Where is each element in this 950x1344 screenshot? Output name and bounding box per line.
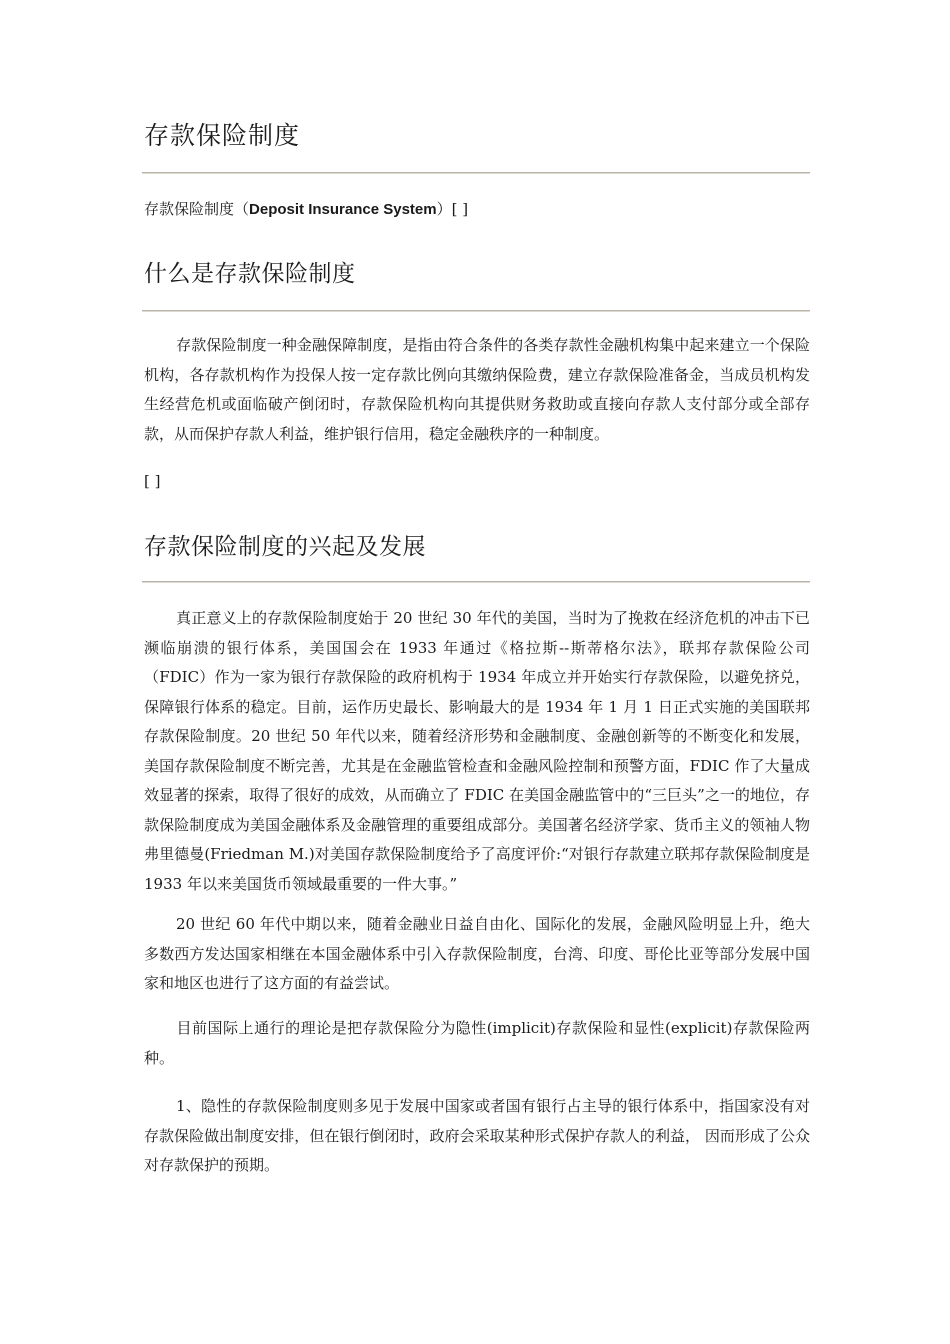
history-paragraph-4-text: 1、隐性的存款保险制度则多见于发展中国家或者国有银行占主导的银行体系中，指国家没有对存款保险做出制度安排，但在银行倒闭时，政府会采取某种形式保护存款人的利益， 因而形成了公众对存款保护的预期。 xyxy=(144,1097,810,1174)
history-paragraph-2-text: 20 世纪 60 年代中期以来，随着金融业日益自由化、国际化的发展，金融风险明显上升，绝大多数西方发达国家相继在本国金融体系中引入存款保险制度，台湾、印度、哥伦比亚等部分发展中国家和地区也进行了这方面的有益尝试。 xyxy=(144,915,810,992)
subtitle-english: Deposit Insurance System xyxy=(249,201,437,218)
section1-paragraph xyxy=(144,331,810,449)
subtitle-suffix: ）[ ] xyxy=(436,200,469,218)
title-divider xyxy=(142,172,810,174)
history-paragraph-1 xyxy=(144,604,810,899)
subtitle xyxy=(144,198,810,221)
section1-divider xyxy=(142,310,810,312)
history-paragraph-4 xyxy=(144,1092,810,1181)
section2-divider xyxy=(142,581,810,583)
section-heading-history: 存款保险制度的兴起及发展 xyxy=(144,534,426,560)
page-title: 存款保险制度 xyxy=(144,121,301,150)
history-paragraph-1-text: 真正意义上的存款保险制度始于 20 世纪 30 年代的美国，当时为了挽救在经济危机的冲击下已濒临崩溃的银行体系，美国国会在 1933 年通过《格拉斯--斯蒂格尔法》，联邦存款保险公司（FDIC）作为一家为银行存款保险的政府机构于 1934 年成立并开始实行存款保险，以避免挤兑，保障银行体系的稳定。目前，运作历史最长、影响最大的是 1934 年 1 月 1 日正式实施的美国联邦存款保险制度。20 世纪 50 年代以来，随着经济形势和金融制度、金融创新等的不断变化和发展，美国存款保险制度不断完善，尤其是在金融监管检查和金融风险控制和预警方面，FDIC 作了大量成效显著的探索，取得了很好的成效，从而确立了 FDIC 在美国金融监管中的“三巨头”之一的地位，存款保险制度成为美国金融体系及金融管理的重要组成部分。美国著名经济学家、货币主义的领袖人物弗里德曼(Friedman M.)对美国存款保险制度给予了高度评价:“对银行存款建立联邦存款保险制度是 1933 年以来美国货币领域最重要的一件大事。” xyxy=(144,609,810,893)
subtitle-prefix: 存款保险制度（ xyxy=(144,200,250,218)
section-heading-what-is: 什么是存款保险制度 xyxy=(144,261,356,287)
history-paragraph-2 xyxy=(144,910,810,999)
history-paragraph-3 xyxy=(144,1014,810,1073)
history-paragraph-3-text: 目前国际上通行的理论是把存款保险分为隐性(implicit)存款保险和显性(explicit)存款保险两种。 xyxy=(144,1019,810,1067)
reference-bracket: [ ] xyxy=(144,472,161,490)
section1-paragraph-text: 存款保险制度一种金融保障制度，是指由符合条件的各类存款性金融机构集中起来建立一个保险机构，各存款机构作为投保人按一定存款比例向其缴纳保险费，建立存款保险准备金，当成员机构发生经营危机或面临破产倒闭时，存款保险机构向其提供财务救助或直接向存款人支付部分或全部存款，从而保护存款人利益，维护银行信用，稳定金融秩序的一种制度。 xyxy=(144,336,810,443)
